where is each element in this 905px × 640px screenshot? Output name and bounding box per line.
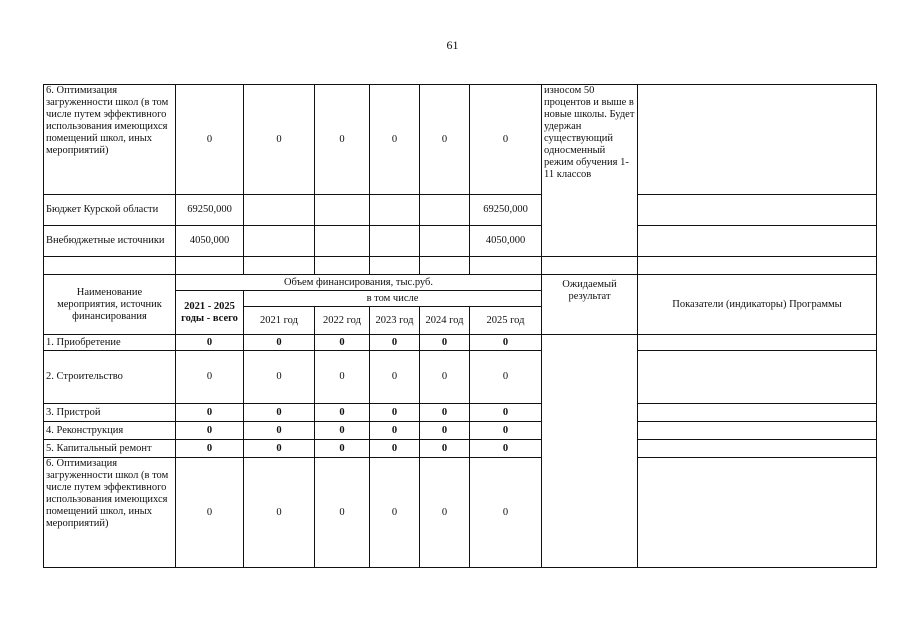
empty-cell (370, 257, 420, 275)
row-2024: 0 (420, 422, 470, 440)
empty-cell (315, 195, 370, 226)
header-period-total: 2021 - 2025 годы - всего (176, 291, 244, 335)
top-row6-2024: 0 (420, 85, 470, 195)
row-2025: 0 (470, 440, 542, 458)
row-total: 0 (176, 440, 244, 458)
row-2023: 0 (370, 440, 420, 458)
empty-cell (370, 195, 420, 226)
header-result: Ожидаемый результат (542, 275, 638, 335)
row-2024: 0 (420, 458, 470, 568)
indicator-cell (638, 195, 877, 226)
empty-cell (44, 257, 176, 275)
budget-label: Бюджет Курской области (44, 195, 176, 226)
empty-cell (638, 257, 877, 275)
row-label: 1. Приобретение (44, 335, 176, 351)
indicator-cell (638, 85, 877, 195)
extrabudget-2025: 4050,000 (470, 226, 542, 257)
row-label: 6. Оптимизация загруженности школ (в том числе путем эффективного использования имеющихся помещений школ, иных мероприятий) (44, 458, 176, 568)
row-2025: 0 (470, 335, 542, 351)
expected-result-text: износом 50 процентов и выше в новые школы. Будет удержан существующий односменный режим обучения 1-11 классов (542, 85, 638, 257)
empty-cell (244, 257, 315, 275)
row-2024: 0 (420, 335, 470, 351)
empty-cell (420, 257, 470, 275)
row-2022: 0 (315, 404, 370, 422)
empty-cell (244, 195, 315, 226)
table-row (44, 351, 877, 404)
row-2021: 0 (244, 335, 315, 351)
row-2022: 0 (315, 440, 370, 458)
empty-cell (244, 226, 315, 257)
row-label: 3. Пристрой (44, 404, 176, 422)
header-name: Наименование мероприятия, источник финансирования (44, 275, 176, 335)
row-label: 2. Строительство (44, 351, 176, 404)
row-2023: 0 (370, 335, 420, 351)
indicator-cell (638, 422, 877, 440)
row-2021: 0 (244, 404, 315, 422)
row-2022: 0 (315, 335, 370, 351)
top-row6-total: 0 (176, 85, 244, 195)
empty-cell (370, 226, 420, 257)
row-label: 5. Капитальный ремонт (44, 440, 176, 458)
header-indicators: Показатели (индикаторы) Программы (638, 275, 877, 335)
header-year-2021: 2021 год (244, 307, 315, 335)
row-2021: 0 (244, 351, 315, 404)
row-2022: 0 (315, 351, 370, 404)
empty-cell (176, 257, 244, 275)
top-row6-2021: 0 (244, 85, 315, 195)
header-year-2024: 2024 год (420, 307, 470, 335)
empty-cell (420, 226, 470, 257)
budget-total: 69250,000 (176, 195, 244, 226)
top-row-budget (44, 195, 877, 226)
table-row (44, 422, 877, 440)
top-row6-2023: 0 (370, 85, 420, 195)
empty-cell (470, 257, 542, 275)
top-row6-2022: 0 (315, 85, 370, 195)
header-row-1 (44, 275, 877, 291)
row-2023: 0 (370, 404, 420, 422)
financing-table (43, 84, 877, 568)
top-row6-label: 6. Оптимизация загруженности школ (в том числе путем эффективного использования имеющихся помещений школ, иных мероприятий) (44, 85, 176, 195)
row-2022: 0 (315, 458, 370, 568)
empty-cell (420, 195, 470, 226)
row-2021: 0 (244, 458, 315, 568)
header-year-2023: 2023 год (370, 307, 420, 335)
row-2023: 0 (370, 422, 420, 440)
row-2023: 0 (370, 458, 420, 568)
row-total: 0 (176, 458, 244, 568)
top-row6-2025: 0 (470, 85, 542, 195)
row-total: 0 (176, 351, 244, 404)
empty-cell (315, 226, 370, 257)
row-2025: 0 (470, 458, 542, 568)
header-year-2022: 2022 год (315, 307, 370, 335)
spacer-row (44, 257, 877, 275)
table-row (44, 335, 877, 351)
table-row (44, 440, 877, 458)
extrabudget-label: Внебюджетные источники (44, 226, 176, 257)
row-2021: 0 (244, 422, 315, 440)
indicator-cell (638, 226, 877, 257)
page-number: 61 (446, 38, 459, 52)
row-2024: 0 (420, 351, 470, 404)
header-financing: Объем финансирования, тыс.руб. (176, 275, 542, 291)
table-row (44, 404, 877, 422)
top-row-extrabudget (44, 226, 877, 257)
indicator-cell (638, 404, 877, 422)
row-2022: 0 (315, 422, 370, 440)
empty-cell (542, 257, 638, 275)
extrabudget-total: 4050,000 (176, 226, 244, 257)
row-2025: 0 (470, 422, 542, 440)
indicator-cell (638, 351, 877, 404)
row-2024: 0 (420, 440, 470, 458)
indicator-cell (638, 335, 877, 351)
indicator-cell (638, 440, 877, 458)
top-row-optimization (44, 85, 877, 195)
row-2025: 0 (470, 404, 542, 422)
row-total: 0 (176, 335, 244, 351)
header-year-2025: 2025 год (470, 307, 542, 335)
result-cell-empty (542, 335, 638, 568)
row-label: 4. Реконструкция (44, 422, 176, 440)
row-2025: 0 (470, 351, 542, 404)
row-total: 0 (176, 404, 244, 422)
row-2021: 0 (244, 440, 315, 458)
header-including: в том числе (244, 291, 542, 307)
row-2023: 0 (370, 351, 420, 404)
row-total: 0 (176, 422, 244, 440)
row-2024: 0 (420, 404, 470, 422)
empty-cell (315, 257, 370, 275)
budget-2025: 69250,000 (470, 195, 542, 226)
indicator-cell (638, 458, 877, 568)
table-row (44, 458, 877, 568)
